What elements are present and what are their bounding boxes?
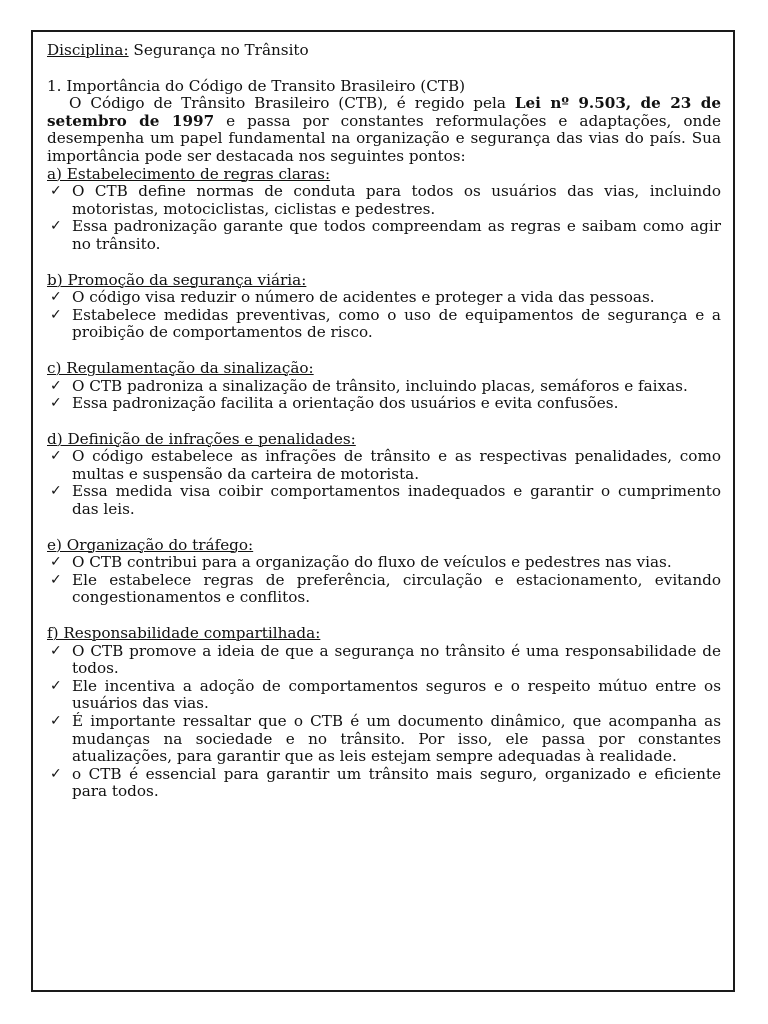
subsection-title: e) Organização do tráfego: bbox=[47, 535, 254, 554]
checklist-item bbox=[47, 678, 721, 713]
check-mark-icon: ✓ bbox=[50, 483, 62, 500]
checklist-item-text: O código estabelece as infrações de trânsito e as respectivas penalidades, como multas e suspensão da carteira de motorista. bbox=[72, 447, 721, 483]
check-mark-icon: ✓ bbox=[50, 677, 62, 694]
checklist-item bbox=[47, 572, 721, 607]
intro-text-end: e passa por constantes reformulações e adaptações, onde desempenha um papel fundamental na organização e segurança das vias do país. Sua importância pode ser destacada nos seguintes pontos: bbox=[47, 111, 721, 165]
checklist-item bbox=[47, 554, 721, 572]
checklist-item-text: É importante ressaltar que o CTB é um documento dinâmico, que acompanha as mudanças na sociedade e no trânsito. Por isso, ele passa por constantes atualizações, para garantir que as leis estejam sempre adequadas à realidade. bbox=[72, 712, 721, 766]
check-mark-icon: ✓ bbox=[50, 183, 62, 200]
checklist bbox=[47, 554, 721, 607]
checklist-item bbox=[47, 378, 721, 396]
section-title: 1. Importância do Código de Transito Brasileiro (CTB) bbox=[47, 76, 466, 95]
check-mark-icon: ✓ bbox=[50, 554, 62, 571]
checklist bbox=[47, 183, 721, 253]
checklist-item-text: O CTB padroniza a sinalização de trânsito, incluindo placas, semáforos e faixas. bbox=[72, 376, 688, 395]
checklist-item bbox=[47, 766, 721, 801]
check-mark-icon: ✓ bbox=[50, 395, 62, 412]
check-mark-icon: ✓ bbox=[50, 765, 62, 782]
check-mark-icon: ✓ bbox=[50, 306, 62, 323]
intro-paragraph bbox=[47, 95, 721, 165]
checklist-item-text: O CTB define normas de conduta para todos os usuários das vias, incluindo motoristas, motociclistas, ciclistas e pedestres. bbox=[72, 182, 721, 218]
checklist-item bbox=[47, 183, 721, 218]
checklist-item-text: O CTB contribui para a organização do fluxo de veículos e pedestres nas vias. bbox=[72, 553, 672, 572]
subsection-title: a) Estabelecimento de regras claras: bbox=[47, 164, 331, 183]
subsection-title: b) Promoção da segurança viária: bbox=[47, 270, 307, 289]
checklist-item-text: O código visa reduzir o número de acidentes e proteger a vida das pessoas. bbox=[72, 288, 655, 307]
checklist-item-text: Estabelece medidas preventivas, como o uso de equipamentos de segurança e a proibição de comportamentos de risco. bbox=[72, 305, 721, 342]
checklist-item bbox=[47, 218, 721, 253]
checklist-item-text: Essa medida visa coibir comportamentos inadequados e garantir o cumprimento das leis. bbox=[72, 482, 721, 519]
checklist-item-text: Essa padronização garante que todos compreendam as regras e saibam como agir no trânsito. bbox=[72, 217, 721, 253]
check-mark-icon: ✓ bbox=[50, 642, 62, 659]
subsection-title: d) Definição de infrações e penalidades: bbox=[47, 429, 356, 448]
checklist-item bbox=[47, 448, 721, 483]
check-mark-icon: ✓ bbox=[50, 571, 62, 588]
checklist bbox=[47, 289, 721, 342]
check-mark-icon: ✓ bbox=[50, 289, 62, 306]
law-reference: Lei nº 9.503, de 23 de setembro de 1997 bbox=[47, 94, 721, 130]
checklist-item bbox=[47, 643, 721, 678]
discipline-label: Disciplina: bbox=[47, 41, 129, 59]
intro-text-start: O Código de Trânsito Brasileiro (CTB), é regido pela bbox=[69, 94, 515, 113]
checklist-item bbox=[47, 483, 721, 518]
discipline-value: Segurança no Trânsito bbox=[128, 41, 309, 59]
checklist-item-text: Ele estabelece regras de preferência, circulação e estacionamento, evitando congestionamentos e conflitos. bbox=[72, 570, 721, 607]
checklist-item-text: o CTB é essencial para garantir um trânsito mais seguro, organizado e eficiente para todos. bbox=[72, 764, 721, 801]
subsection-title: c) Regulamentação da sinalização: bbox=[47, 358, 314, 377]
checklist-item bbox=[47, 307, 721, 342]
checklist-item-text: O CTB promove a ideia de que a segurança no trânsito é uma responsabilidade de todos. bbox=[72, 641, 721, 678]
check-mark-icon: ✓ bbox=[50, 713, 62, 729]
checklist-item-text: Ele incentiva a adoção de comportamentos seguros e o respeito mútuo entre os usuários das vias. bbox=[72, 676, 721, 713]
checklist bbox=[47, 448, 721, 518]
discipline-line bbox=[47, 42, 721, 60]
document-body bbox=[47, 42, 721, 801]
check-mark-icon: ✓ bbox=[50, 448, 62, 465]
checklist bbox=[47, 378, 721, 413]
checklist-item bbox=[47, 713, 721, 766]
checklist-item-text: Essa padronização facilita a orientação dos usuários e evita confusões. bbox=[72, 394, 619, 413]
subsection-title: f) Responsabilidade compartilhada: bbox=[47, 624, 321, 643]
check-mark-icon: ✓ bbox=[50, 377, 62, 394]
subsections-container bbox=[47, 166, 721, 801]
checklist-item bbox=[47, 289, 721, 307]
checklist bbox=[47, 643, 721, 801]
checklist-item bbox=[47, 395, 721, 413]
check-mark-icon: ✓ bbox=[50, 218, 62, 235]
